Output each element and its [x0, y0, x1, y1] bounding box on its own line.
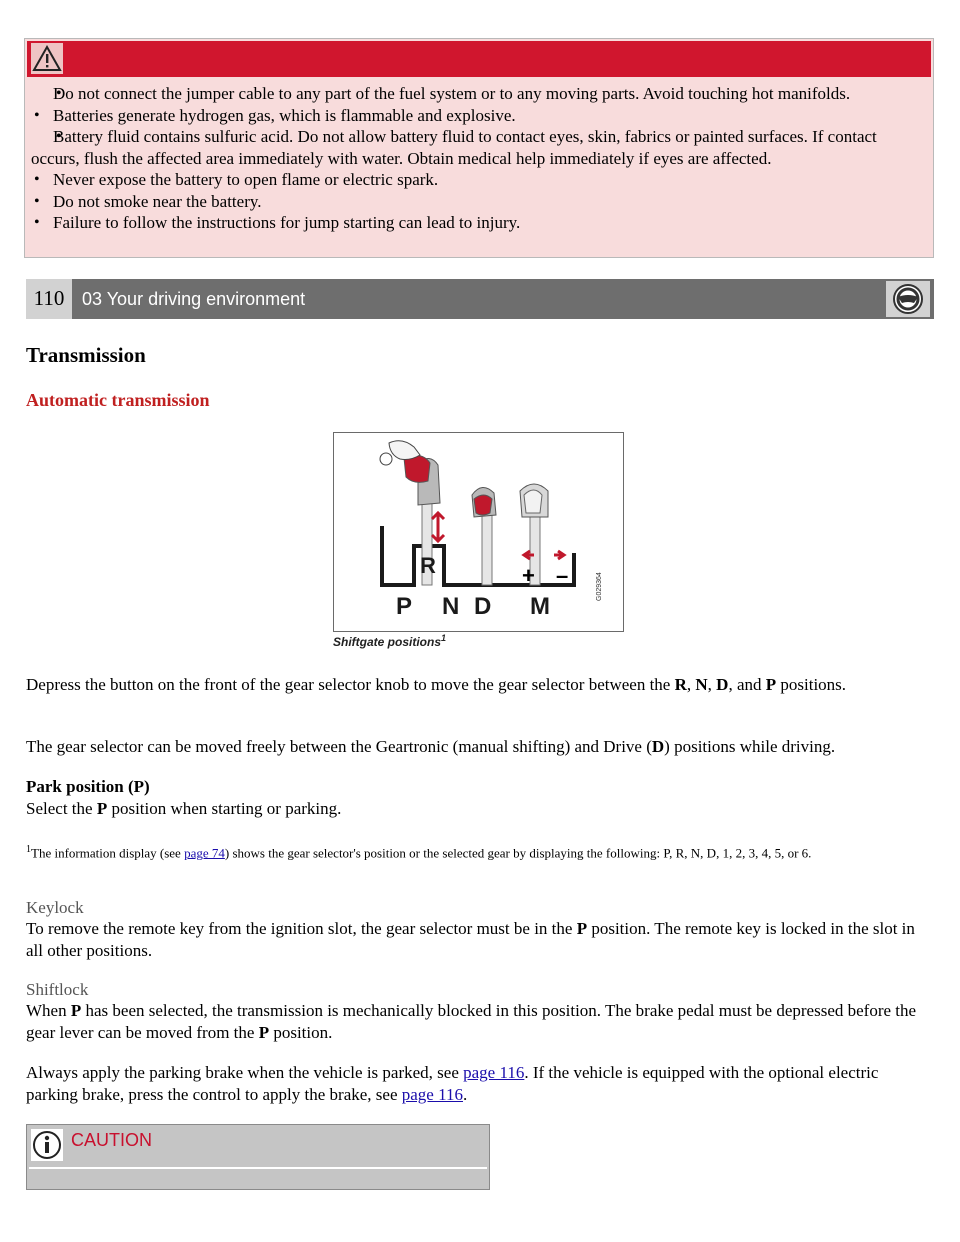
- paragraph-geartronic: The gear selector can be moved freely between the Geartronic (manual shifting) and Drive (D) positions while driving.: [26, 737, 836, 756]
- paragraph-park: Park position (P) Select the P position when starting or parking.: [26, 777, 342, 818]
- park-title: Park position (P): [26, 777, 150, 796]
- warning-box: [24, 38, 934, 258]
- gear-letter: P: [396, 593, 413, 620]
- page-116-link[interactable]: page 116: [401, 1084, 463, 1104]
- warning-item: • Do not connect the jumper cable to any part of the fuel system or to any moving parts. Avoid touching hot manifolds.: [31, 83, 929, 105]
- section-title: 03 Your driving environment: [82, 289, 306, 309]
- warning-item: • Failure to follow the instructions for jump starting can lead to injury.: [31, 212, 929, 234]
- caution-divider: [29, 1167, 487, 1169]
- footnote: $^1$The information display (see page 74) shows the gear selector's position or the selected gear by displaying the following: P, R, N, D, 1, 2, 3, 4, 5, or 6.: [26, 844, 812, 861]
- warning-header: [27, 41, 931, 77]
- figure-caption: Shiftgate positions$^1$: [333, 633, 447, 649]
- plus-sign: +: [522, 563, 535, 588]
- page-number: 110: [26, 279, 72, 319]
- caution-label: CAUTION: [71, 1130, 152, 1150]
- caution-box: [26, 1124, 490, 1190]
- page-116-link[interactable]: page 116: [463, 1063, 525, 1082]
- shiftgate-figure: [333, 432, 624, 632]
- keylock-title: Keylock: [26, 898, 84, 917]
- paragraph-gear-selector: Depress the button on the front of the gear selector knob to move the gear selector between the R, N, D, and P positions.: [26, 675, 847, 694]
- warning-triangle-icon: [31, 43, 63, 74]
- page-title: Transmission: [26, 343, 146, 367]
- gear-letter: M: [530, 593, 550, 620]
- section-header-bar: [26, 279, 934, 319]
- warning-item: • Do not smoke near the battery.: [31, 191, 929, 213]
- warning-item: • Battery fluid contains sulfuric acid. Do not allow battery fluid to contact eyes, skin, fabrics or painted surfaces. If contact occurs, flush the affected area immediately with water. Obtain medical help immediately if eyes are affected.: [31, 126, 929, 169]
- minus-sign: –: [556, 563, 569, 588]
- gate-letter-r: R: [420, 553, 436, 578]
- shiftlock-title: Shiftlock: [26, 980, 89, 999]
- gear-letter: N: [442, 593, 460, 620]
- subsection-title: Automatic transmission: [26, 390, 210, 410]
- paragraph-keylock: To remove the remote key from the ignition slot, the gear selector must be in the P position. The remote key is locked in the slot in all other positions.: [26, 919, 915, 960]
- footnote-page-link[interactable]: page 74: [184, 845, 225, 861]
- paragraph-parking-brake: Always apply the parking brake when the vehicle is parked, see page 116. If the vehicle is equipped with the optional electric parking brake, press the control to apply the brake, see page 116.: [26, 1063, 879, 1104]
- steering-wheel-icon: [886, 281, 930, 317]
- gear-letter: D: [474, 593, 492, 620]
- info-icon: [31, 1129, 63, 1161]
- figure-code: G029364: [596, 572, 603, 601]
- paragraph-shiftlock: When P has been selected, the transmission is mechanically blocked in this position. The brake pedal must be depressed before the gear lever can be moved from the P position.: [26, 1001, 917, 1042]
- warning-list: [31, 83, 929, 234]
- warning-item: • Batteries generate hydrogen gas, which is flammable and explosive.: [31, 105, 929, 127]
- warning-item: • Never expose the battery to open flame or electric spark.: [31, 169, 929, 191]
